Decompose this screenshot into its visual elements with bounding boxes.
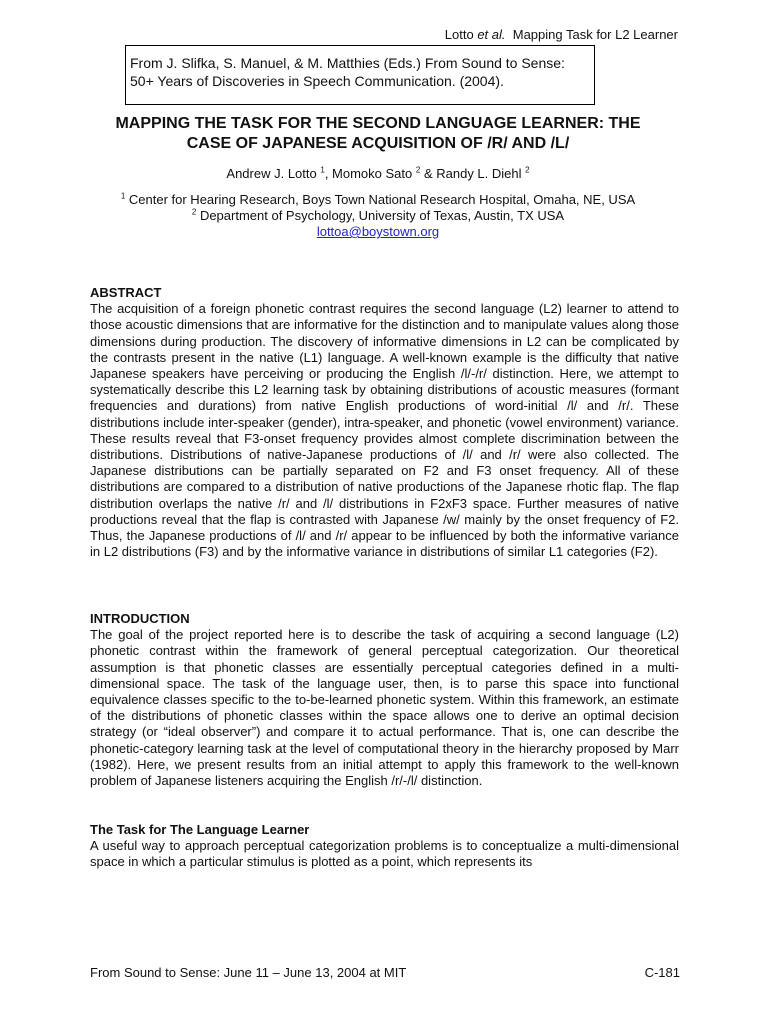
- paper-title-line-1: MAPPING THE TASK FOR THE SECOND LANGUAGE LEARNER: THE: [115, 115, 641, 132]
- affiliation-marker: 2: [191, 207, 197, 217]
- footer-page-number: C-181: [644, 965, 680, 980]
- author-affiliation-marker: 2: [415, 165, 421, 175]
- author-separator: &: [420, 166, 437, 181]
- affiliation-line: [80, 208, 676, 224]
- author-affiliation-marker: 1: [320, 165, 325, 175]
- affiliation-text: Department of Psychology, University of Texas, Austin, TX USA: [196, 208, 565, 223]
- paper-title: [80, 114, 676, 154]
- task-section: [90, 822, 679, 871]
- author-affiliation-marker: 2: [525, 165, 530, 175]
- footer-conference: From Sound to Sense: June 11 – June 13, 2004 at MIT: [90, 965, 407, 980]
- author-name: Randy L. Diehl: [436, 166, 526, 181]
- introduction-heading: INTRODUCTION: [90, 611, 190, 626]
- affiliations: [80, 192, 676, 240]
- author-list: [80, 166, 676, 181]
- author-name: Andrew J. Lotto: [226, 166, 321, 181]
- affiliation-text: Center for Hearing Research, Boys Town National Research Hospital, Omaha, NE, USA: [125, 192, 636, 207]
- introduction-body: The goal of the project reported here is to describe the task of acquiring a second language (L2) phonetic contrast within the framework of general perceptual categorization. Our theoretical assumption is that phonetic classes are essentially perceptual categories defined in a multi-dimensional space. The task of the language user, then, is to parse this space into functional equivalence classes specific to the to-be-learned phonetic system. Within this framework, an estimate of the distributions of phonetic classes within the space allows one to derive an optimal decision strategy (or “ideal observer”) and compare it to actual performance. That is, one can describe the phonetic-category learning task at the level of computational theory in the hierarchy proposed by Marr (1982). Here, we present results from an initial attempt to apply this framework to the well-known problem of Japanese listeners acquiring the English /r/-/l/ distinction.: [90, 627, 679, 789]
- task-section-body: A useful way to approach perceptual categorization problems is to conceptualize a multi-dimensional space in which a particular stimulus is plotted as a point, which represents its: [90, 838, 679, 870]
- introduction-section: [90, 611, 679, 789]
- affiliation-line: [80, 192, 676, 208]
- abstract-section: [90, 285, 679, 560]
- author-name: Momoko Sato: [332, 166, 416, 181]
- running-header-title: Mapping Task for L2 Learner: [505, 27, 678, 42]
- abstract-heading: ABSTRACT: [90, 285, 162, 300]
- paper-title-line-2: CASE OF JAPANESE ACQUISITION OF /R/ AND /L/: [186, 135, 570, 152]
- running-header: [445, 27, 678, 42]
- running-header-et-al: et al.: [477, 27, 506, 42]
- author-email-link[interactable]: lottoa@boystown.org: [316, 224, 440, 239]
- affiliation-marker: 1: [120, 191, 126, 201]
- abstract-body: The acquisition of a foreign phonetic contrast requires the second language (L2) learner to attend to those acoustic dimensions that are informative for the distinction and to manipulate values along those dimensions during production. The discovery of informative dimensions in L2 can be complicated by the contrasts present in the native (L1) language. A well-known example is the difficulty that native Japanese speakers have perceiving or producing the English /l/-/r/ distinction. Here, we attempt to systematically describe this L2 learning task by obtaining distributions of acoustic measures (formant frequencies and durations) from native English productions of word-initial /l/ and /r/. These distributions include inter-speaker (gender), intra-speaker, and phonetic (vowel environment) variance. These results reveal that F3-onset frequency provides almost complete discrimination between the distributions. Distributions of native-Japanese productions of /l/ and /r/ were also collected. The Japanese distributions can be partially separated on F2 and F3 onset frequency. All of these distributions are compared to a distribution of native productions of the Japanese rhotic flap. The flap distribution overlaps the native /r/ and /l/ distributions in F2xF3 space. Further measures of native productions reveal that the flap is contrasted with Japanese /w/ mainly by the onset frequency of F2. Thus, the Japanese productions of /l/ and /r/ appear to be influenced by both the informative variance in L2 distributions (F3) and by the informative variance in distributions of similar L1 categories (F2).: [90, 301, 679, 560]
- running-header-authors: Lotto: [444, 27, 478, 42]
- task-section-heading: The Task for The Language Learner: [90, 822, 310, 837]
- source-citation-box: From J. Slifka, S. Manuel, & M. Matthies (Eds.) From Sound to Sense: 50+ Years of Discoveries in Speech Communication. (2004).: [125, 45, 595, 105]
- author-separator: ,: [324, 166, 333, 181]
